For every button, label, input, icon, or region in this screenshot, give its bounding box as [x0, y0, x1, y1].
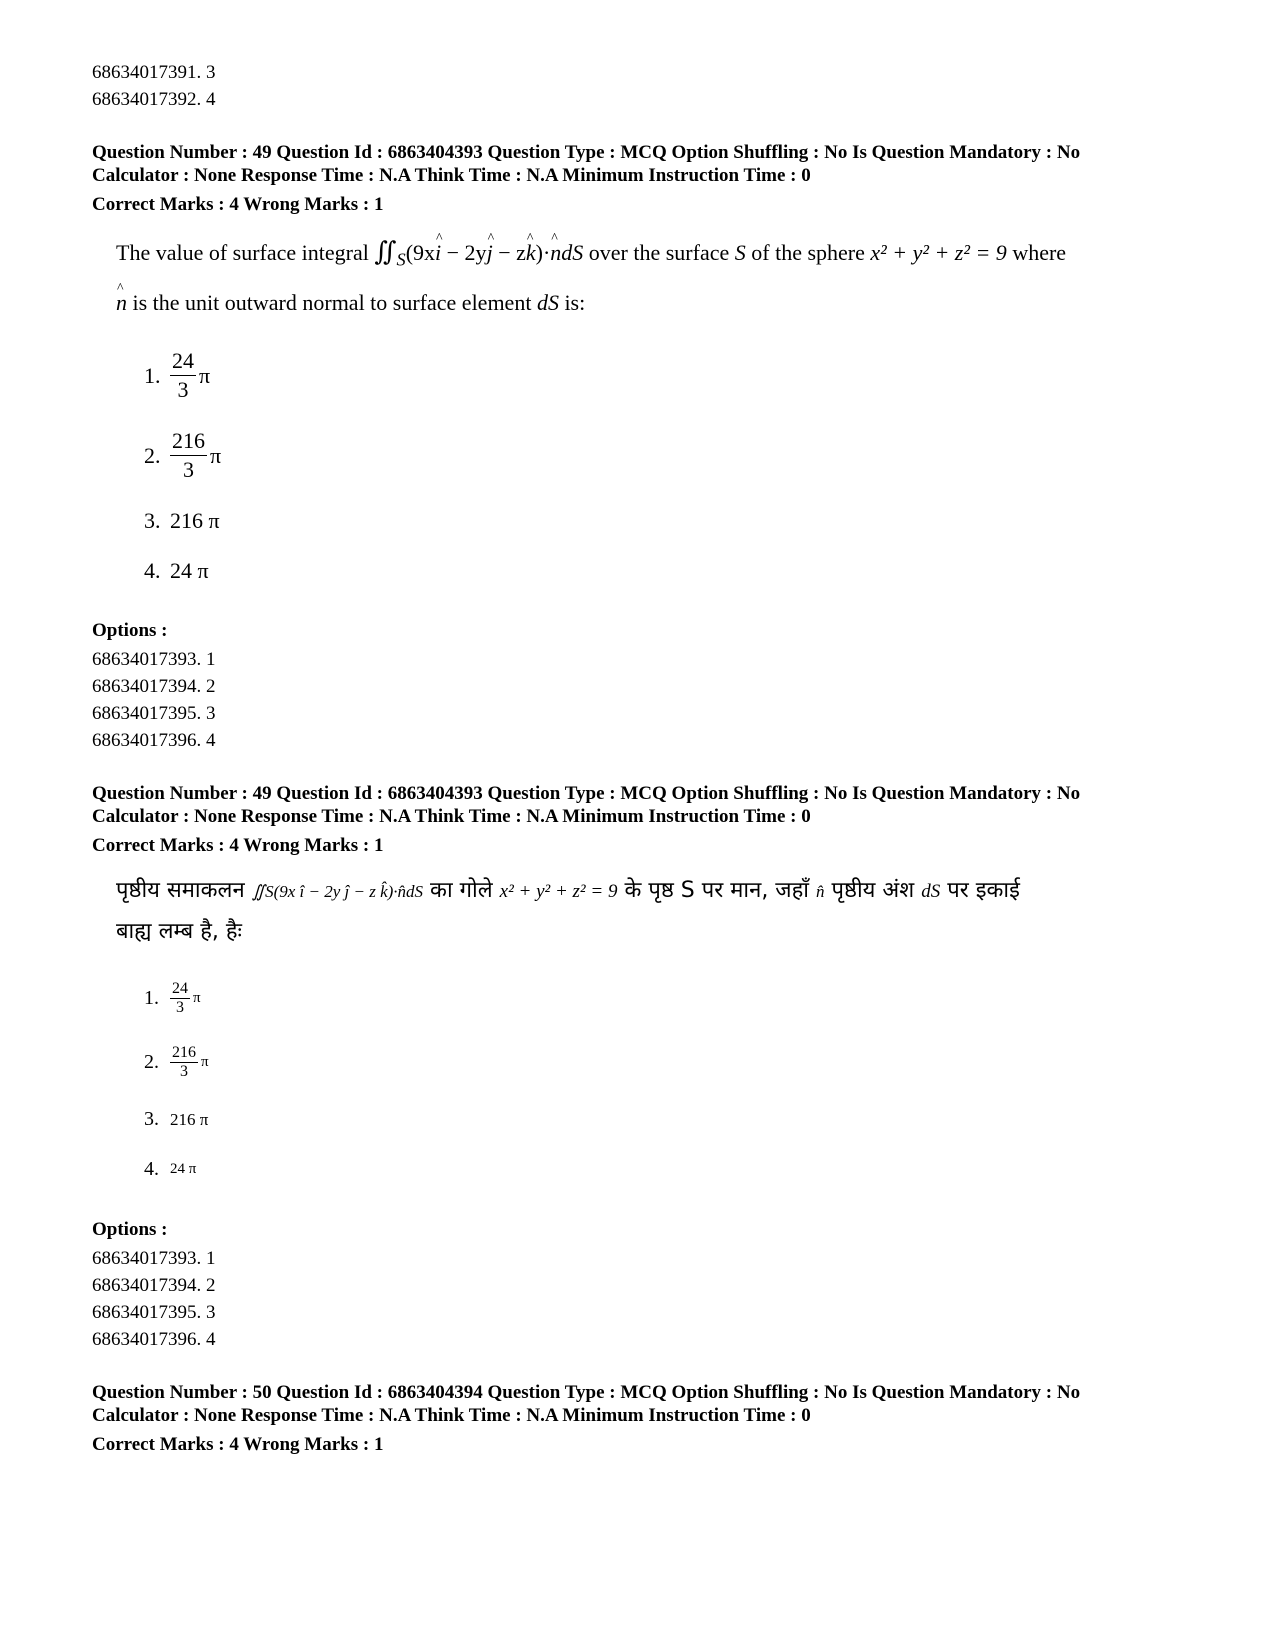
answer-choice [144, 1030, 1212, 1094]
fraction [170, 1044, 198, 1081]
surface-element: dS [921, 881, 941, 903]
choice-text: 24 π [170, 557, 209, 583]
numerator: 24 [170, 347, 196, 376]
question-meta-line-2: Calculator : None Response Time : N.A Think Time : N.A Minimum Instruction Time : 0 [92, 1405, 811, 1427]
numerator: 24 [172, 979, 188, 997]
pi-symbol: π [199, 362, 211, 388]
question-meta-line-1: Question Number : 49 Question Id : 6863404393 Question Type : MCQ Option Shuffling : No Is Question Mandatory : No [92, 142, 1081, 163]
choice-number: 4. [144, 557, 161, 583]
pi-symbol: π [193, 989, 201, 1006]
question-text-part: is the unit outward normal to surface element [132, 290, 532, 316]
option-id-line: 68634017393. 1 [92, 649, 216, 671]
surface-symbol: S [734, 240, 746, 265]
options-label: Options : [92, 620, 168, 642]
question-text-part: पृष्ठीय अंश [831, 878, 915, 904]
normal-vector: ^ n [116, 281, 127, 325]
question-text-part: का गोले [430, 878, 493, 904]
expr-part: (9x [405, 240, 436, 265]
normal-vector: n̂ [816, 882, 825, 902]
answer-choice [144, 545, 1212, 595]
choice-number: 3. [144, 507, 161, 533]
denominator: 3 [180, 1062, 188, 1080]
choice-number: 2. [144, 1050, 159, 1073]
option-id-line: 68634017396. 4 [92, 730, 216, 752]
question-meta-line-1: Question Number : 50 Question Id : 6863404394 Question Type : MCQ Option Shuffling : No Is Question Mandatory : No [92, 1382, 1081, 1404]
unit-vector-i: ^ i [435, 231, 441, 275]
choice-number: 4. [144, 1157, 159, 1180]
unit-vector-k: ^ k [526, 231, 536, 275]
integral-expression: ∬S(9x î − 2y ĵ − z k̂)·n̂dS [251, 882, 424, 902]
pi-symbol: π [210, 442, 222, 468]
choice-text: 24 π [170, 1160, 197, 1177]
denominator: 3 [176, 998, 184, 1016]
choice-number: 3. [144, 1107, 159, 1130]
question-text-part: where [1012, 240, 1067, 265]
option-id-line: 68634017391. 3 [92, 62, 216, 83]
question-49-english [92, 141, 1212, 754]
answer-choice [144, 966, 1212, 1030]
previous-options-list [92, 59, 1212, 113]
choice-number: 1. [144, 986, 159, 1009]
fraction [170, 427, 207, 484]
document-page [92, 59, 1212, 1458]
question-text-part: of the sphere [751, 240, 865, 265]
expr-part: )· [535, 240, 551, 265]
question-49-hindi [92, 782, 1212, 1353]
choice-number: 1. [144, 362, 161, 388]
option-id-line: 68634017392. 4 [92, 89, 216, 110]
question-text-part: पृष्ठीय समाकलन [116, 878, 245, 904]
answer-choice [144, 415, 1212, 495]
choice-text: 216 π [170, 507, 220, 533]
option-id-line: 68634017395. 3 [92, 1302, 216, 1324]
integral-symbol: ∬ [374, 237, 397, 266]
question-text [116, 230, 1212, 325]
question-marks: Correct Marks : 4 Wrong Marks : 1 [92, 1434, 384, 1456]
expr-part: − z [492, 240, 526, 265]
expr-part: − 2y [441, 240, 487, 265]
numerator: 216 [170, 427, 207, 456]
question-meta-line-2: Calculator : None Response Time : N.A Think Time : N.A Minimum Instruction Time : 0 [92, 806, 811, 828]
answer-choice [144, 335, 1212, 415]
sphere-equation: x² + y² + z² = 9 [870, 240, 1007, 265]
surface-element: dS [561, 240, 584, 265]
answer-choices [144, 335, 1212, 595]
answer-choice [144, 495, 1212, 545]
question-text-part: बाह्य लम्ब है, हैः [116, 919, 242, 945]
question-50 [92, 1381, 1212, 1458]
option-id-line: 68634017393. 1 [92, 1248, 216, 1270]
option-id-line: 68634017394. 2 [92, 1275, 216, 1297]
sphere-equation: x² + y² + z² = 9 [499, 881, 618, 903]
question-text-part: The value of surface integral [116, 240, 369, 265]
question-text-part: पर इकाई [947, 878, 1020, 904]
choice-number: 2. [144, 442, 161, 468]
question-marks: Correct Marks : 4 Wrong Marks : 1 [92, 835, 384, 857]
answer-choices [144, 966, 1212, 1194]
choice-text: 216 π [170, 1109, 209, 1129]
question-text [116, 871, 1212, 952]
question-meta-line-2: Calculator : None Response Time : N.A Think Time : N.A Minimum Instruction Time : 0 [92, 165, 811, 186]
question-meta-line-1: Question Number : 49 Question Id : 6863404393 Question Type : MCQ Option Shuffling : No Is Question Mandatory : No [92, 783, 1081, 805]
fraction [170, 347, 196, 404]
question-marks: Correct Marks : 4 Wrong Marks : 1 [92, 194, 384, 215]
unit-vector-j: ^ j [487, 231, 493, 275]
surface-subscript: S [396, 249, 406, 270]
denominator: 3 [183, 456, 194, 482]
option-id-line: 68634017394. 2 [92, 676, 216, 698]
pi-symbol: π [201, 1053, 209, 1070]
question-text-part: के पृष्ठ S पर मान, जहाँ [624, 878, 810, 904]
option-id-line: 68634017396. 4 [92, 1329, 216, 1351]
normal-vector: ^ n [550, 231, 561, 275]
denominator: 3 [177, 376, 189, 402]
answer-choice [144, 1094, 1212, 1144]
options-label: Options : [92, 1219, 168, 1241]
question-text-part: over the surface [588, 240, 730, 265]
numerator: 216 [172, 1043, 196, 1061]
option-id-line: 68634017395. 3 [92, 703, 216, 725]
fraction [170, 980, 190, 1017]
answer-choice [144, 1144, 1212, 1194]
question-text-part: is: [564, 290, 586, 316]
surface-element: dS [536, 290, 559, 316]
